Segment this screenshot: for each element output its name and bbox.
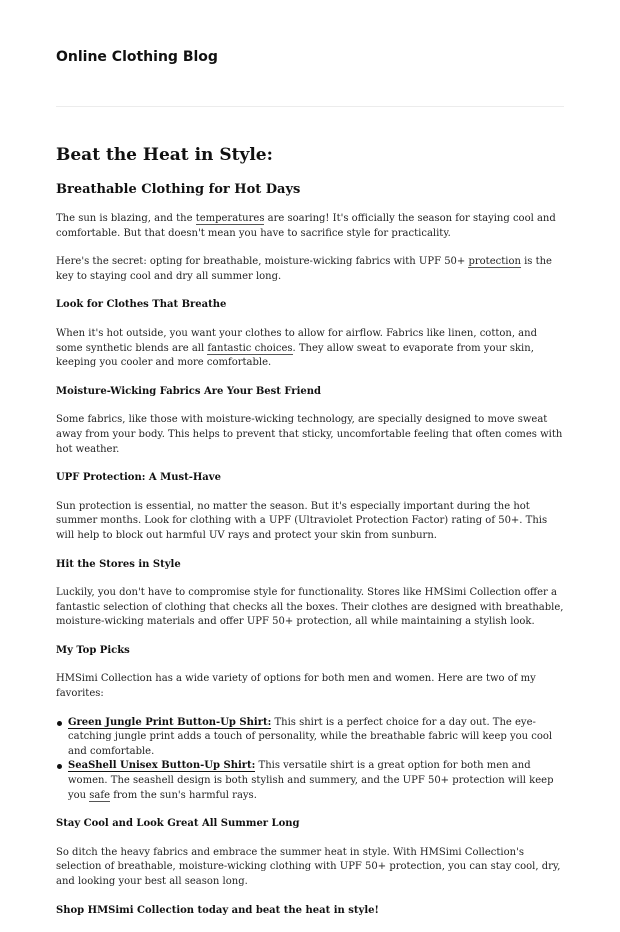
- call-to-action: Shop HMSimi Collection today and beat the heat in style!: [56, 904, 379, 916]
- section-paragraph-upf: Sun protection is essential, no matter the season. But it's especially important during the hot summer months. Look for clothing with a UPF (Ultraviolet Protection Factor) rating of 50+. This will help to block out harmful UV rays and protect your skin from sunburn.: [56, 500, 548, 541]
- section-paragraph-stay-cool: So ditch the heavy fabrics and embrace the summer heat in style. With HMSimi Collection's selection of breathable, moisture-wicking clothing with UPF 50+ protection, you can stay cool, dry, and looking your best all season long.: [56, 846, 561, 887]
- intro-paragraph-2: [56, 255, 564, 284]
- list-item: [68, 716, 564, 760]
- list-item: [68, 759, 564, 803]
- pick-1-description: This shirt is a perfect choice for a day out. The eye-catching jungle print adds a touch of personality, while the breathable fabric will keep you cool and comfortable.: [68, 716, 553, 757]
- article-subtitle: Breathable Clothing for Hot Days: [56, 182, 301, 197]
- section-paragraph-top-picks: HMSimi Collection has a wide variety of options for both men and women. Here are two of my favorites:: [56, 673, 536, 700]
- fantastic-choices-link[interactable]: fantastic choices: [207, 342, 293, 354]
- section-heading-stay-cool: Stay Cool and Look Great All Summer Long: [56, 818, 300, 830]
- section-paragraph-breathe: [56, 327, 564, 371]
- safe-link[interactable]: safe: [89, 789, 111, 801]
- protection-link[interactable]: protection: [468, 256, 521, 268]
- s1-text-after: . They allow sweat to evaporate from your skin, keeping you cooler and more comfortable.: [56, 342, 534, 369]
- intro2-text-before: Here's the secret: opting for breathable, moisture-wicking fabrics with UPF 50+: [56, 256, 469, 268]
- header-divider: [56, 106, 564, 107]
- site-title[interactable]: Online Clothing Blog: [56, 49, 218, 65]
- intro2-text-after: is the key to staying cool and dry all summer long.: [56, 256, 552, 282]
- article-title: Beat the Heat in Style:: [56, 145, 273, 165]
- section-heading-upf: UPF Protection: A Must-Have: [56, 472, 221, 484]
- section-paragraph-moisture: Some fabrics, like those with moisture-wicking technology, are specially designed to move sweat away from your body. This helps to prevent that sticky, uncomfortable feeling that often comes with hot weather.: [56, 414, 563, 455]
- pick-2-text-before: This versatile shirt is a great option for both men and women. The seashell design is both stylish and summery, and the UPF 50+ protection will keep you: [68, 760, 554, 801]
- bullet-icon: [57, 721, 62, 726]
- s1-text-before: When it's hot outside, you want your clothes to allow for airflow. Fabrics like linen, cotton, and some synthetic blends are all: [56, 327, 537, 354]
- article-body: [56, 144, 564, 932]
- seashell-shirt-link[interactable]: SeaShell Unisex Button-Up Shirt:: [68, 760, 256, 772]
- section-heading-breathe: Look for Clothes That Breathe: [56, 299, 227, 311]
- temperatures-link[interactable]: temperatures: [195, 213, 265, 224]
- section-heading-stores: Hit the Stores in Style: [56, 558, 181, 570]
- green-jungle-shirt-link[interactable]: Green Jungle Print Button-Up Shirt:: [68, 716, 272, 728]
- section-paragraph-stores: Luckily, you don't have to compromise style for functionality. Stores like HMSimi Collection offer a fantastic selection of clothing that checks all the boxes. Their clothes are designed with breathable, moisture-wicking materials and offer UPF 50+ protection, all while maintaining a stylish look.: [56, 587, 564, 628]
- section-heading-moisture: Moisture-Wicking Fabrics Are Your Best Friend: [56, 385, 321, 397]
- section-heading-top-picks: My Top Picks: [56, 644, 130, 656]
- pick-2-text-after: from the sun's harmful rays.: [110, 789, 257, 801]
- intro1-text-after: are soaring! It's officially the season for staying cool and comfortable. But that doesn't mean you have to sacrifice style for practicality.: [56, 213, 556, 239]
- bullet-icon: [57, 764, 62, 769]
- intro-paragraph-1: [56, 212, 564, 241]
- intro1-text-before: The sun is blazing, and the: [56, 213, 196, 224]
- top-picks-list: [56, 716, 564, 804]
